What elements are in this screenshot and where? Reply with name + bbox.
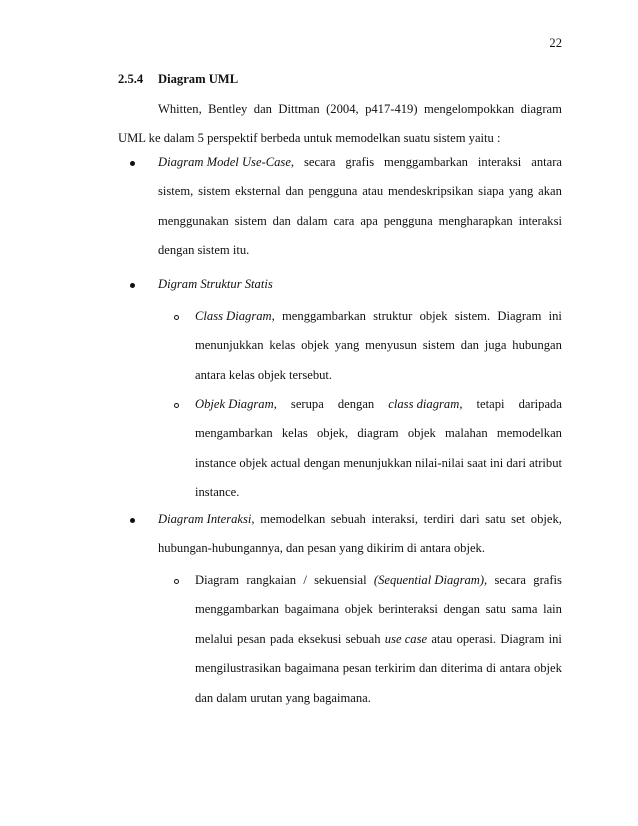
word: lain bbox=[543, 602, 562, 617]
sub-bullet-circle bbox=[174, 403, 179, 408]
term-use-case-inline: use case bbox=[384, 631, 428, 646]
word: sama bbox=[511, 602, 538, 617]
s3-line-2 bbox=[195, 595, 562, 624]
s2-line-1: Objek Diagram, serupa dengan class diagram, tetapi daripada bbox=[195, 390, 562, 419]
word: sistem bbox=[422, 338, 455, 353]
word: rangkaian bbox=[246, 573, 297, 587]
word: mengambarkan bbox=[195, 426, 273, 441]
term-objek-diagram: Objek Diagram bbox=[195, 397, 274, 411]
word: dari bbox=[506, 455, 526, 470]
b1-line-2 bbox=[158, 177, 562, 206]
word: Diagram bbox=[195, 573, 240, 587]
word: mendeskripsikan bbox=[388, 184, 474, 199]
b3-line-1: Diagram Interaksi, memodelkan sebuah interaksi, terdiri dari satu set objek, bbox=[158, 505, 562, 534]
section-title: Diagram UML bbox=[158, 72, 239, 86]
word: terkirim bbox=[374, 661, 416, 676]
word: / bbox=[303, 573, 307, 587]
word: menunjukkan bbox=[195, 338, 264, 353]
word: dalam bbox=[296, 213, 328, 228]
word: akan bbox=[538, 184, 562, 199]
word: objek bbox=[239, 455, 268, 470]
term-diagram-interaksi: Diagram Interaksi bbox=[158, 512, 252, 526]
term-sequential-diagram: (Sequential Diagram), bbox=[373, 573, 488, 587]
word: siapa bbox=[478, 184, 505, 199]
b1-comma: , bbox=[290, 155, 295, 169]
word: pesan bbox=[342, 661, 372, 676]
word: sebuah bbox=[330, 512, 366, 526]
word: menggambarkan bbox=[282, 309, 366, 323]
word: ini bbox=[548, 309, 562, 323]
word: pengguna bbox=[308, 184, 358, 199]
sub-objek-diagram bbox=[195, 390, 562, 508]
b1-line-3 bbox=[158, 207, 562, 236]
word: mengharapkan bbox=[438, 213, 513, 228]
bullet-dot bbox=[130, 283, 135, 288]
s1-line-3: antara kelas objek tersebut. bbox=[195, 367, 333, 382]
s3-line-1 bbox=[195, 566, 562, 595]
word: juga bbox=[484, 338, 507, 353]
word: satu bbox=[485, 602, 506, 617]
word: mengilustrasikan bbox=[195, 661, 282, 676]
sub-sequential-diagram bbox=[195, 566, 562, 713]
word: eksternal bbox=[235, 184, 281, 199]
word: antara bbox=[499, 661, 531, 676]
word: hubungan bbox=[512, 338, 562, 353]
word: nilai-nilai bbox=[415, 455, 465, 470]
word: atribut bbox=[529, 455, 562, 470]
word: sistem bbox=[198, 184, 231, 199]
term-class-diagram: Class Diagram bbox=[195, 309, 272, 323]
word: menggambarkan bbox=[384, 155, 468, 169]
intro-paragraph bbox=[118, 95, 562, 154]
word: malahan bbox=[445, 426, 488, 441]
word: grafis bbox=[345, 155, 375, 169]
b1-line-1 bbox=[158, 148, 562, 177]
word: Whitten, bbox=[158, 102, 202, 116]
word: ini bbox=[489, 455, 504, 470]
word: dan bbox=[285, 184, 304, 199]
word: menggunakan bbox=[158, 213, 229, 228]
word: ini bbox=[548, 631, 562, 646]
word: p417-419) bbox=[365, 102, 418, 116]
word: Diagram bbox=[497, 309, 542, 323]
section-number: 2.5.4 bbox=[118, 72, 144, 86]
page-number: 22 bbox=[549, 36, 562, 50]
word: daripada bbox=[518, 397, 562, 411]
s1-line-1: Class Diagram, menggambarkan struktur objek sistem. Diagram ini bbox=[195, 302, 562, 331]
word: serupa bbox=[290, 397, 324, 411]
word: pesan bbox=[237, 631, 266, 646]
word: dan bbox=[460, 338, 479, 353]
s1-line-2 bbox=[195, 331, 562, 360]
word: antara bbox=[531, 155, 562, 169]
word: menyusun bbox=[365, 338, 417, 353]
word: eksekusi bbox=[297, 631, 342, 646]
word: sebuah bbox=[345, 631, 381, 646]
word: Dittman bbox=[278, 102, 320, 116]
word: dengan bbox=[443, 602, 480, 617]
word: sekuensial bbox=[314, 573, 367, 587]
word: dengan bbox=[303, 455, 341, 470]
intro-line-1 bbox=[118, 95, 562, 124]
word: berinteraksi bbox=[378, 602, 438, 617]
intro-line-2: UML ke dalam 5 perspektif berbeda untuk memodelkan suatu sistem yaitu : bbox=[118, 131, 501, 146]
word: saat bbox=[467, 455, 487, 470]
word: actual bbox=[270, 455, 301, 470]
term-class-diagram-inline: class diagram bbox=[388, 397, 460, 411]
word: sistem. bbox=[454, 309, 491, 323]
word: grafis bbox=[533, 573, 562, 587]
s3-line-3 bbox=[195, 625, 562, 654]
word: diterima bbox=[440, 661, 483, 676]
word: apa bbox=[360, 213, 378, 228]
word: terdiri bbox=[423, 512, 455, 526]
s3-line-5: dan dalam urutan yang bagaimana. bbox=[195, 690, 371, 705]
word: sistem, bbox=[158, 184, 194, 199]
word: objek bbox=[419, 309, 448, 323]
word: bagaimana bbox=[284, 602, 340, 617]
s3-line-4 bbox=[195, 654, 562, 683]
word: yang bbox=[334, 338, 360, 353]
word: objek bbox=[301, 338, 330, 353]
word: bagaimana bbox=[284, 661, 340, 676]
word: mengelompokkan bbox=[423, 102, 515, 116]
sub-class-diagram bbox=[195, 302, 562, 390]
word: menggambarkan bbox=[195, 602, 279, 617]
word: set bbox=[511, 512, 526, 526]
word: dan bbox=[419, 661, 438, 676]
s2-line-4: instance. bbox=[195, 485, 240, 500]
word: instance bbox=[195, 455, 237, 470]
word: atau bbox=[362, 184, 384, 199]
word: yang bbox=[508, 184, 534, 199]
word: memodelkan bbox=[496, 426, 562, 441]
bullet-dot bbox=[130, 161, 135, 166]
word: sistem bbox=[234, 213, 267, 228]
term-struktur-statis: Digram Struktur Statis bbox=[158, 277, 273, 291]
word: cara bbox=[333, 213, 355, 228]
term-use-case: Diagram Model Use-Case bbox=[158, 155, 291, 169]
word: memodelkan bbox=[260, 512, 326, 526]
word: objek bbox=[344, 602, 373, 617]
word: interaksi, bbox=[371, 512, 418, 526]
word: objek bbox=[533, 661, 562, 676]
word: diagram bbox=[520, 102, 562, 116]
word: (2004, bbox=[326, 102, 359, 116]
word: interaksi bbox=[518, 213, 562, 228]
word: melalui bbox=[195, 631, 233, 646]
b1-line-4: dengan sistem itu. bbox=[158, 243, 250, 258]
word: Diagram bbox=[500, 631, 545, 646]
word: pada bbox=[269, 631, 294, 646]
word: secara bbox=[494, 573, 526, 587]
word: dari bbox=[460, 512, 480, 526]
word: operasi. bbox=[456, 631, 497, 646]
word: objek, bbox=[530, 512, 562, 526]
s2-line-3 bbox=[195, 449, 562, 478]
word: kelas bbox=[281, 426, 308, 441]
word: objek bbox=[407, 426, 436, 441]
word: Bentley bbox=[208, 102, 248, 116]
section-heading bbox=[118, 72, 238, 87]
bullet-interaksi bbox=[158, 505, 562, 564]
word: atau bbox=[431, 631, 453, 646]
sub-bullet-circle bbox=[174, 579, 179, 584]
b3-line-2: hubungan-hubungannya, dan pesan yang dikirim di antara objek. bbox=[158, 541, 486, 556]
word: dengan bbox=[337, 397, 375, 411]
word: dan bbox=[272, 213, 291, 228]
word: secara bbox=[304, 155, 336, 169]
sub-bullet-circle bbox=[174, 315, 179, 320]
word: objek, bbox=[316, 426, 349, 441]
word: kelas bbox=[269, 338, 296, 353]
bullet-struktur-statis bbox=[158, 270, 562, 299]
word: tetapi bbox=[476, 397, 505, 411]
word: di bbox=[486, 661, 497, 676]
word: pengguna bbox=[383, 213, 433, 228]
word: struktur bbox=[373, 309, 413, 323]
bullet-dot bbox=[130, 518, 135, 523]
word: menunjukkan bbox=[343, 455, 412, 470]
word: dan bbox=[253, 102, 272, 116]
word: satu bbox=[485, 512, 506, 526]
s2-line-2 bbox=[195, 419, 562, 448]
word: diagram bbox=[357, 426, 399, 441]
bullet-use-case bbox=[158, 148, 562, 266]
word: interaksi bbox=[477, 155, 522, 169]
